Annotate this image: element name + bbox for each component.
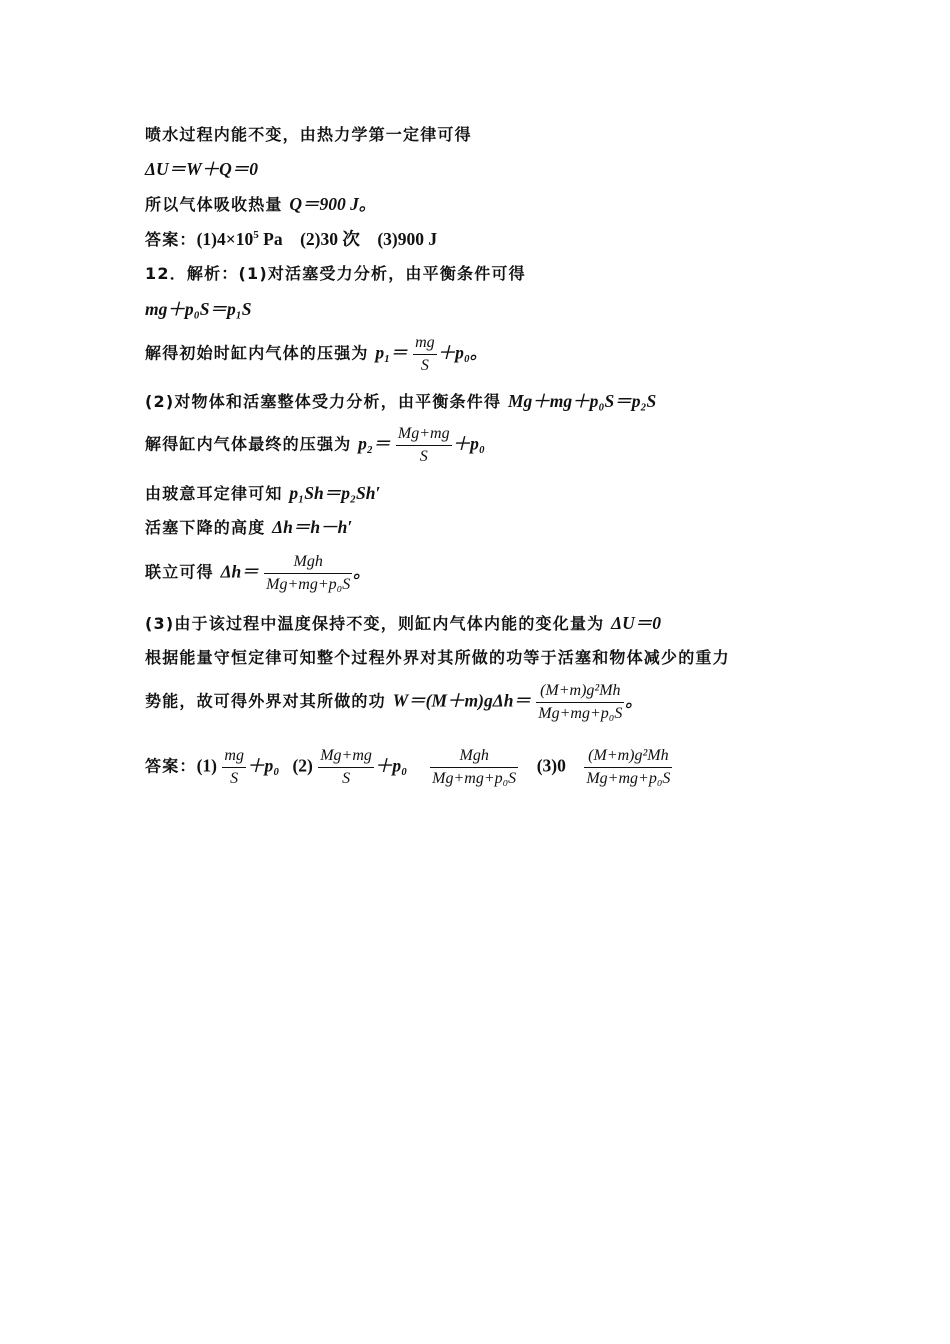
fraction: $\frac{Mg+mg}{S}$ bbox=[397, 425, 450, 465]
fraction: $\frac{\text{Mgh}}{\text{Mg+mg+p₀S}}$ bbox=[266, 553, 351, 593]
answer-fraction-2: $\frac{Mg+mg}{S}$ bbox=[320, 747, 372, 787]
solution-line-boyle: 由玻意耳定律可知 p₁Sh＝p₂Sh′ bbox=[145, 483, 381, 503]
solution-line-height-drop: 活塞下降的高度 Δh＝h－h′ bbox=[145, 517, 353, 537]
solution-line-delta-h: 联立可得 Δh＝ $\frac{\text{Mgh}}{\text{Mg+mg+p₀S}}$ 。 bbox=[145, 553, 371, 593]
answer-fraction-1: $\frac{mg}{S}$ bbox=[224, 747, 244, 787]
answer-line-11: 答案：$(1)4\times 10^5$ Pa (2)30 次 (3)900 J bbox=[145, 229, 438, 249]
solution-line-1: 喷水过程内能不变，由热力学第一定律可得 bbox=[145, 125, 472, 144]
solution-line-p2: 解得缸内气体最终的压强为 p₂＝ $\frac{Mg+mg}{S}$ ＋p₀ bbox=[145, 425, 485, 465]
answer-fraction-4: $\frac{\text{(M+m)g²Mh}}{\text{Mg+mg+p₀S}}$ bbox=[586, 747, 671, 787]
equation-force-balance-1: mg＋p₀S＝p₁S bbox=[145, 299, 252, 319]
solution-line-force-balance-2: (2)对物体和活塞整体受力分析，由平衡条件得 Mg＋mg＋p₀S＝p₂S bbox=[145, 391, 657, 411]
answer-fraction-3: $\frac{\text{Mgh}}{\text{Mg+mg+p₀S}}$ bbox=[432, 747, 517, 787]
solution-line-heat-absorbed: 所以气体吸收热量 Q＝900 J。 bbox=[145, 194, 377, 214]
fraction: $\frac{\text{(M+m)g²Mh}}{\text{Mg+mg+p₀S}}$ bbox=[538, 682, 623, 722]
problem-12-heading: 12．解析：(1)对活塞受力分析，由平衡条件可得 bbox=[145, 264, 526, 283]
solution-line-p1: 解得初始时缸内气体的压强为 p₁＝ $\frac{mg}{S}$ ＋p₀。 bbox=[145, 334, 488, 374]
equation-first-law: ΔU＝W＋Q＝0 bbox=[145, 159, 259, 179]
fraction: $\frac{mg}{S}$ bbox=[415, 334, 435, 374]
solution-line-work: 势能，故可得外界对其所做的功 W＝(M＋m)gΔh＝ $\frac{\text{(M+m)g²Mh}}{\text{Mg+mg+p₀S}}$ 。 bbox=[145, 682, 643, 722]
solution-line-part-3: (3)由于该过程中温度保持不变，则缸内气体内能的变化量为 ΔU＝0 bbox=[145, 613, 662, 633]
answer-line-12: 答案：(1) $\frac{mg}{S}$ ＋p₀ (2) $\frac{Mg+mg}{S}$ ＋p₀ $\frac{\text{Mgh}}{\text{Mg+mg+p₀S}}$ (3)0 $\frac{\text{(M+m)g²Mh}}{\text{Mg+mg+p₀S}}$ bbox=[145, 747, 671, 787]
solution-line-energy-conservation: 根据能量守恒定律可知整个过程外界对其所做的功等于活塞和物体减少的重力 bbox=[145, 648, 730, 667]
